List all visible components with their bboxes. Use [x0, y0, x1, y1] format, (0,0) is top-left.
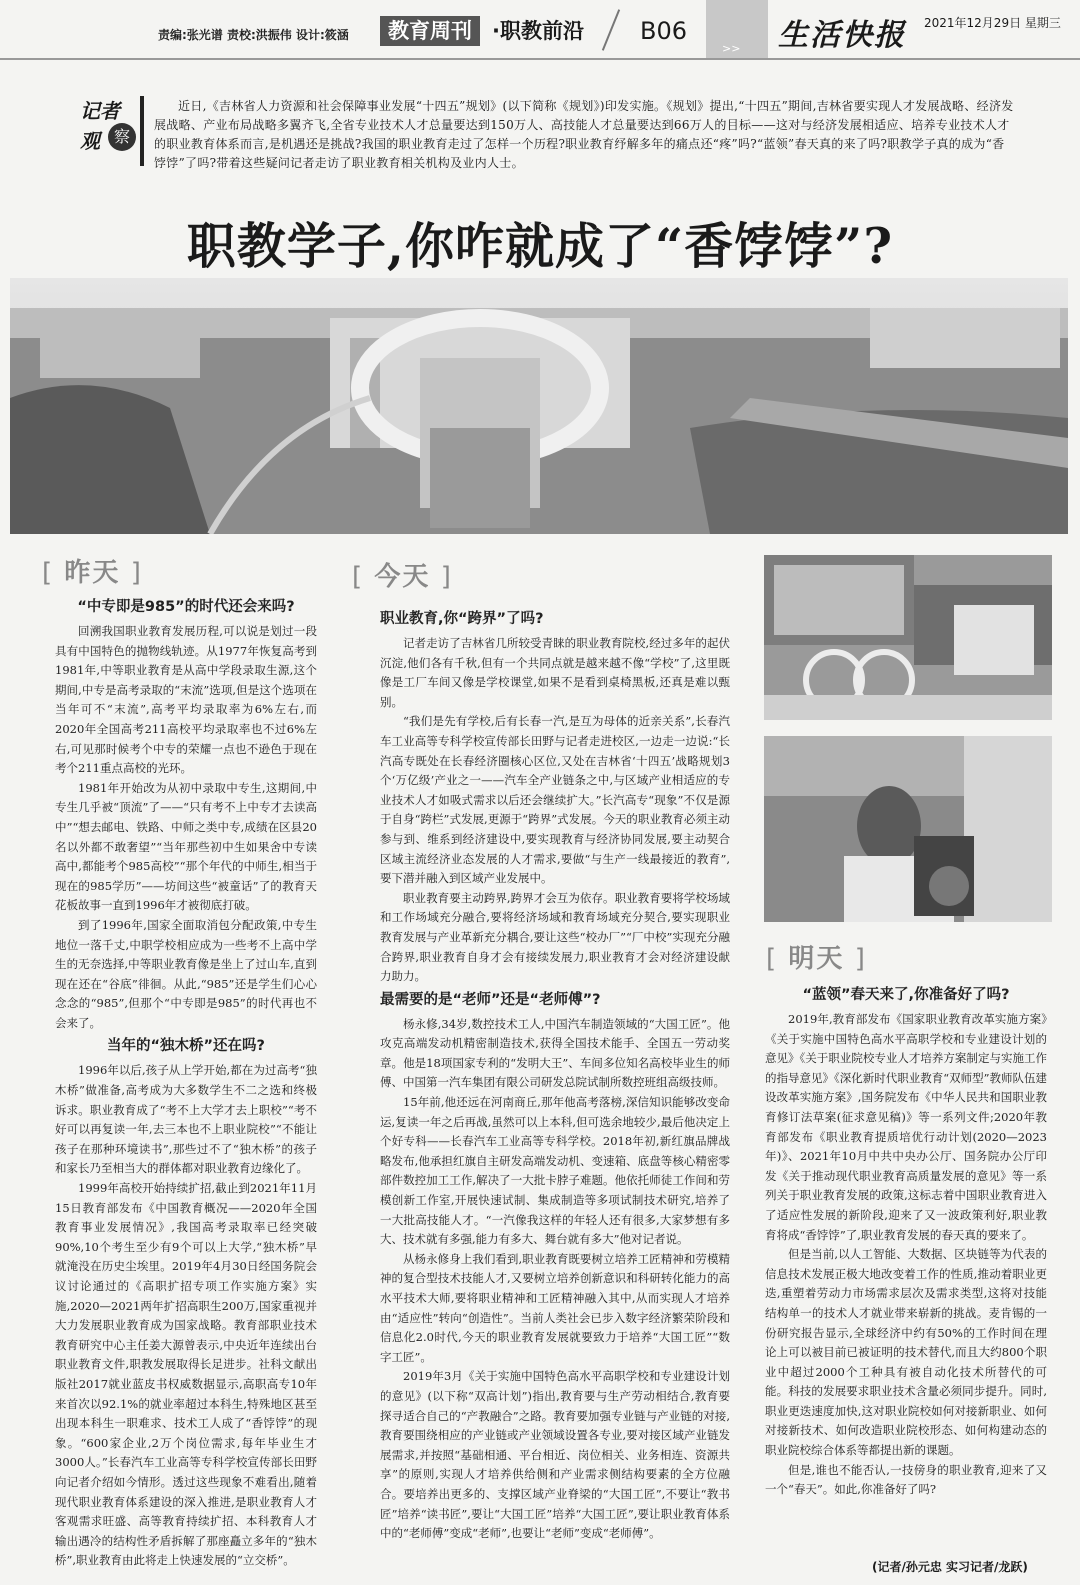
paragraph: 2019年,教育部发布《国家职业教育改革实施方案》《关于实施中国特色高水平高职学校和专业建设计划的意见》《关于职业院校专业人才培养方案制定与实施工作的指导意见》《深化新时代职业教育“双师型”教师队伍建设改革实施方案》,国务院发布《中华人民共和国职业教育修订法草案(征求意见稿)》等一系列文件;2020年教育部发布《职业教育提质培优行动计划(2020—2023年)》、2021年10月中共中央办公厅、国务院办公厅印发《关于推动现代职业教育高质量发展的意见》等一系列关于职业教育发展的政策,这标志着中国职业教育进入了适应性发展的新阶段,迎来了又一波政策利好,职业教育将成“香饽饽”了,职业教育发展的春天真的要来了。 [765, 1012, 1048, 1242]
header-rule [0, 58, 1080, 60]
technician-photo [764, 736, 1052, 922]
section-today-text: 今天 [374, 562, 431, 592]
header-divider [602, 9, 620, 51]
paragraph: 杨永修,34岁,数控技术工人,中国汽车制造领域的“大国工匠”。他攻克高端发动机精密制造技术,获得全国技术能手、全国五一劳动奖章。他是18项国家专利的“发明大王”、车间多位知名高校毕业生的师傅、中国第一汽车集团有限公司研发总院试制所数控班组高级技师。 [380, 1016, 730, 1090]
label-line1: 记者 [80, 99, 120, 123]
section-label-today: [ 今天 ] [352, 562, 453, 592]
section-label-yesterday: [ 昨天 ] [42, 558, 143, 588]
intro-paragraph: 近日,《吉林省人力资源和社会保障事业发展“十四五”规划》(以下简称《规划》)印发实施。《规划》提出,“十四五”期间,吉林省要实现人才发展战略、经济发展战略、产业布局战略多翼齐飞,全省专业技术人才总量要达到150万人、高技能人才总量要达到66万人的目标——这对与经济发展相适应、培养专业技术人才的职业教育体系而言,是机遇还是挑战?我国的职业教育走过了怎样一个历程?职业教育纾解多年的痛点还“疼”吗?“蓝领”春天真的来了吗?职教学子真的成为“香饽饽”了吗?带着这些疑问记者走访了职业教育相关机构及业内人士。 [154, 99, 1014, 170]
reporter-observation-label [80, 95, 136, 157]
campus-aerial-photo [10, 278, 1068, 534]
paragraph: 2019年3月《关于实施中国特色高水平高职学校和专业建设计划的意见》(以下称“双高计划”)指出,教育要与生产劳动相结合,教育要探寻适合自己的“产教融合”之路。教育要加强专业链与产业链的对接,教育要围绕相应的产业链或产业领域设置各专业,要对接区域产业链发展需求,并按照“基础相通、平台相近、岗位相关、业务相连、资源共享”的原则,实现人才培养供给侧和产业需求侧结构要素的全方位融合。要培养出更多的、支撑区域产业脊梁的“大国工匠”,不要让“教书匠”培养“读书匠”,要让“大国工匠”培养“大国工匠”,要让职业教育体系中的“老师傅”变成“老师”,也要让“老师”变成“老师傅”。 [380, 1369, 730, 1541]
newspaper-logo: 生活快报 [778, 18, 906, 53]
paragraph: 回溯我国职业教育发展历程,可以说是划过一段具有中国特色的抛物线轨迹。从1977年恢复高考到1981年,中等职业教育是从高中学段录取生源,这个期间,中专是高考录取的“末流”选项,但是这个选项在当年可不“末流”,高考平均录取率为6%左右,而2020年全国高考211高校平均录取率也不过6%左右,可见那时候考个中专的荣耀一点也不逊色于现在考个211重点高校的光环。 [55, 624, 317, 776]
staff-credits: 责编:张光谱 责校:洪振伟 设计:筱涵 [158, 28, 349, 42]
paragraph: 1981年开始改为从初中录取中专生,这期间,中专生几乎被“顶流”了——“只有考不上中专才去读高中”“想去邮电、铁路、中师之类中专,成绩在区县20名以外都不敢奢望”“当年那些初中生如果舍中专读高中,都能考个985高校”“那个年代的中师生,相当于现在的985学历”——坊间这些“被童话”了的教育天花板故事一直到1996年才被彻底打破。 [55, 780, 317, 913]
subheading: “蓝领”春天来了,你准备好了吗? [802, 987, 1010, 1003]
issue-date: 2021年12月29日 星期三 [924, 16, 1061, 30]
paragraph: 15年前,他还远在河南商丘,那年他高考落榜,深信知识能够改变命运,复读一年之后再战,虽然可以上本科,但可选余地较少,最后他决定上个好专科——长春汽车工业高等专科学校。2018年初,新红旗品牌战略发布,他承担红旗自主研发高端发动机、变速箱、底盘等核心精密零部件数控加工工作,解决了一大批卡脖子难题。他依托师徒工作间和劳模创新工作室,开展快速试制、集成制造等多项试制技术研究,培养了一大批高技能人才。“一汽像我这样的年轻人还有很多,大家梦想有多大、技术就有多强,能力有多大、舞台就有多大”他对记者说。 [380, 1095, 730, 1247]
subheading: 职业教育,你“跨界”了吗? [380, 611, 544, 627]
section-yesterday-text: 昨天 [64, 558, 121, 588]
subheading: “中专即是985”的时代还会来吗? [77, 599, 295, 615]
campus-courtyard-photo [764, 555, 1052, 720]
column-tomorrow [765, 982, 1047, 1500]
paragraph: 记者走访了吉林省几所较受青睐的职业教育院校,经过多年的起伏沉淀,他们各有千秋,但有一个共同点就是越来越不像“学校”了,这里既像是工厂车间又像是学校课堂,如果不是看到桌椅黑板,还真是难以甄别。 [380, 636, 730, 709]
paragraph: 1999年高校开始持续扩招,截止到2021年11月15日教育部发布《中国教育概况——2020年全国教育事业发展情况》,我国高考录取率已经突破90%,10个考生至少有9个可以上大学,“独木桥”早就淹没在历史尘埃里。2019年4月30日经国务院会议讨论通过的《高职扩招专项工作实施方案》实施,2020—2021两年扩招高职生200万,国家重视并大力发展职业教育成为国家战略。教育部职业技术教育研究中心主任姜大源曾表示,中央近年连续出台职业教育文件,职教发展取得长足进步。社科文献出版社2017就业蓝皮书权威数据显示,高职高专10年来首次以92.1%的就业率超过本科生,特殊地区甚至出现本科生一职难求、技术工人成了“香饽饽”的现象。“600家企业,2万个岗位需求,每年毕业生才3000人。”长春汽车工业高等专科学校宣传部长田野向记者介绍如今情形。透过这些现象不难看出,随着现代职业教育体系建设的深入推进,是职业教育人才客观需求旺盛、高等教育持续扩招、本科教育人才输出遇冷的结构性矛盾拆解了那座矗立多年的“独木桥”,职业教育由此将走上快速发展的“立交桥”。 [55, 1181, 317, 1568]
intro-accent-bar [140, 96, 144, 166]
page-number: B06 [640, 17, 688, 45]
subheading: 最需要的是“老师”还是“老师傅”? [380, 991, 601, 1008]
paragraph: 1996年以后,孩子从上学开始,都在为过高考“独木桥”做准备,高考成为大多数学生不二之选和终极诉求。职业教育成了“考不上大学才去上职校”“考不好可以再复读一年,去三本也不上职业院校”“不能让孩子在那种环境读书”,那些过不了“独木桥”的孩子和家长乃至相当大的群体都对职业教育边缘化了。 [55, 1063, 317, 1176]
page-headline: 职教学子,你咋就成了“香饽饽”? [186, 217, 894, 275]
column-yesterday [55, 594, 317, 1571]
page-header [0, 0, 1080, 62]
publication-badge: 教育周刊 [380, 16, 480, 46]
arrow-icon: >> [722, 42, 741, 55]
column-today [380, 606, 730, 1544]
section-tomorrow-text: 明天 [788, 944, 845, 974]
paragraph: 到了1996年,国家全面取消包分配政策,中专生地位一落千丈,中职学校相应成为一些考不上高中学生的无奈选择,中等职业教育像是坐上了过山车,直到现在还在“谷底”徘徊。从此,“985”还是学生们心心念念的“985”,但那个“中专即是985”的时代再也不会来了。 [55, 917, 317, 1030]
subheading: 当年的“独木桥”还在吗? [107, 1038, 265, 1055]
paragraph: “我们是先有学校,后有长春一汽,是互为母体的近亲关系”,长春汽车工业高等专科学校宣传部长田野与记者走进校区,一边走一边说:“长汽高专既处在长春经济圈核心区位,又处在吉林省‘十四五’战略规划3个‘万亿级’产业之一——汽车全产业链条之中,与区域产业相适应的专业技术人才如吸式需求以后还会继续扩大。”长汽高专“现象”不仅是源于自身“跨栏”式发展,更源于“跨界”式发展。今天的职业教育必须主动参与到、维系到经济建设中,要实现教育与经济协同发展,要主动契合区域主流经济业态发展的人才需求,要做“与生产一线最接近的教育”,要下潜并融入到区域产业发展中。 [380, 714, 730, 886]
paragraph: 职业教育要主动跨界,跨界才会互为依存。职业教育要将学校场域和工作场域充分融合,要将经济场域和教育场域充分契合,要实现职业教育发展与产业革新充分耦合,要让这些“校办厂”“厂中校”实现充分融合跨界,职业教育自身才会有接续发展力,职业教育才会对经济建设献力助力。 [380, 890, 730, 984]
column-title: ·职教前沿 [492, 19, 584, 43]
label-circle: 察 [108, 123, 136, 151]
paragraph: 从杨永修身上我们看到,职业教育既要树立培养工匠精神和劳模精神的复合型技术技能人才,又要树立培养创新意识和科研转化能力的高水平技术大师,要将职业精神和工匠精神融入其中,从而实现人才培养由“适应性”转向“创造性”。当前人类社会已步入数字经济繁荣阶段和信息化2.0时代,今天的职业教育发展就要致力于培养“大国工匠”“数字工匠”。 [380, 1251, 730, 1364]
paragraph: 但是当前,以人工智能、大数据、区块链等为代表的信息技术发展正极大地改变着工作的性质,推动着职业更迭,重塑着劳动力市场需求层次及需求类型,这将对技能结构单一的技术人才就业带来崭新的挑战。麦肯锡的一份研究报告显示,全球经济中约有50%的工作时间在理论上可以被目前已被证明的技术替代,而且大约800个职业中超过2000个工种具有被自动化技术所替代的可能。科技的发展要求职业技术含量必须同步提升。同时,职业更迭速度加快,这对职业院校如何对接新职业、如何对接新技术、如何改造职业院校形态、如何构建动态的职业院校综合体系等都提出新的课题。 [765, 1247, 1047, 1458]
paragraph: 但是,谁也不能否认,一技傍身的职业教育,迎来了又一个“春天”。如此,你准备好了吗? [765, 1462, 1047, 1497]
byline: (记者/孙元忠 实习记者/龙跃) [872, 1560, 1028, 1574]
label-line2: 观 [80, 129, 100, 153]
section-label-tomorrow: [ 明天 ] [766, 944, 867, 974]
